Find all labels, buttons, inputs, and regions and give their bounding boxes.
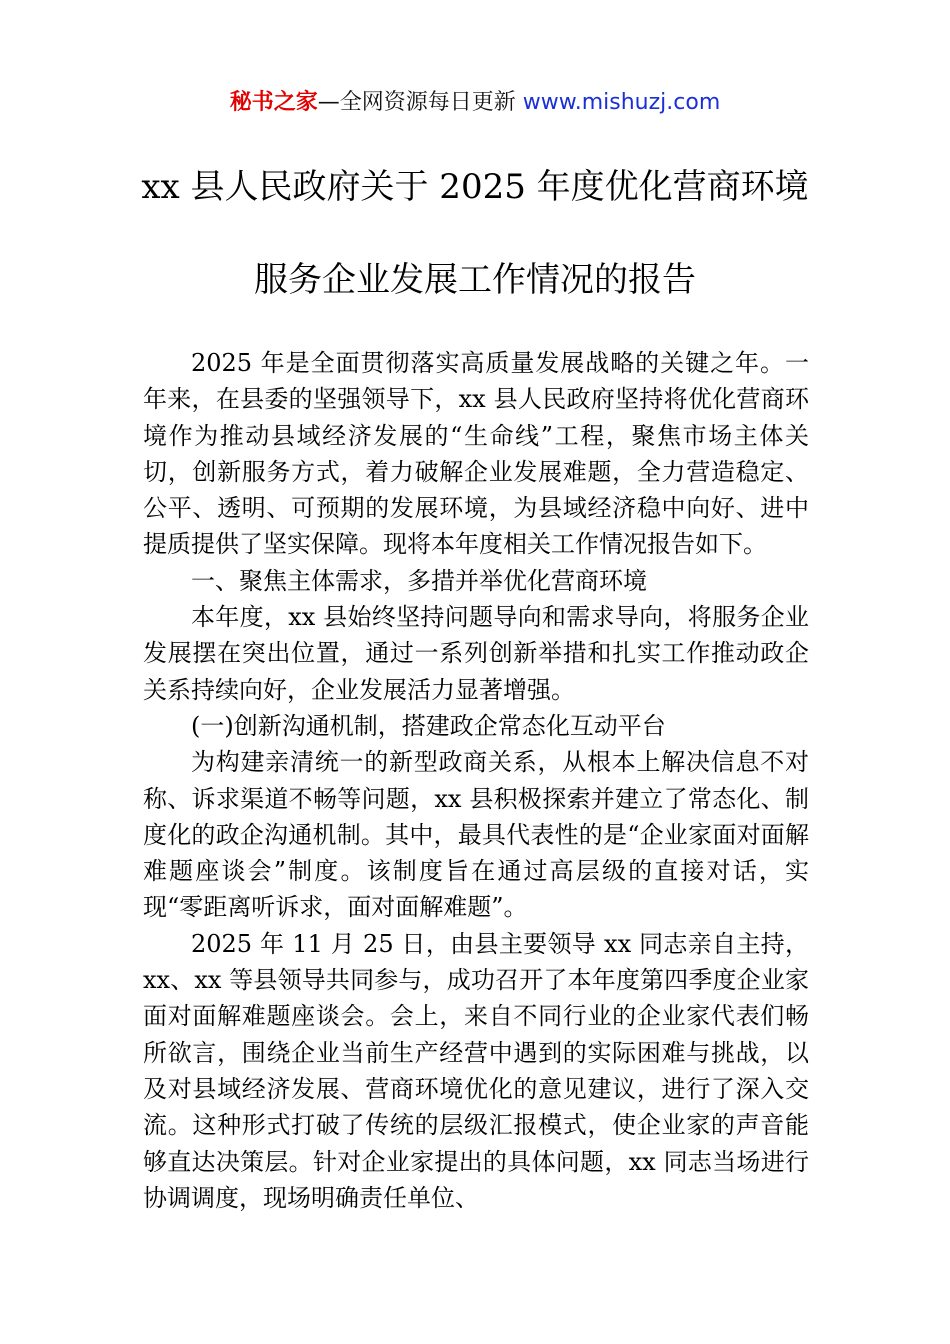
paragraph-intro: 2025 年是全面贯彻落实高质量发展战略的关键之年。一年来，在县委的坚强领导下，xx 县人民政府坚持将优化营商环境作为推动县域经济发展的“生命线”工程，聚焦市场主体关切，创新服务方式，着力破解企业发展难题，全力营造稳定、公平、透明、可预期的发展环境，为县域经济稳中向好、进中提质提供了坚实保障。现将本年度相关工作情况报告如下。: [143, 349, 809, 559]
brand-name: 秘书之家: [229, 90, 318, 115]
site-url-link[interactable]: www.mishuzj.com: [522, 90, 721, 115]
document-title-line-2: 服务企业发展工作情况的报告: [254, 260, 696, 300]
document-title-line-1: xx 县人民政府关于 2025 年度优化营商环境: [141, 167, 809, 207]
section-heading-1: 一、聚焦主体需求，多措并举优化营商环境: [191, 566, 647, 595]
subsection-heading-1: (一)创新沟通机制，搭建政企常态化互动平台: [191, 711, 666, 740]
paragraph-mechanism: 为构建亲清统一的新型政商关系，从根本上解决信息不对称、诉求渠道不畅等问题，xx 县积极探索并建立了常态化、制度化的政企沟通机制。其中，最具代表性的是“企业家面对面解难题座谈会”制度。该制度旨在通过高层级的直接对话，实现“零距离听诉求，面对面解难题”。: [143, 748, 809, 922]
paragraph-section-1: 本年度，xx 县始终坚持问题导向和需求导向，将服务企业发展摆在突出位置，通过一系列创新举措和扎实工作推动政企关系持续向好，企业发展活力显著增强。: [143, 603, 809, 704]
document-body: [143, 345, 809, 1216]
header-slogan: —全网资源每日更新: [317, 90, 516, 115]
paragraph-symposium: 2025 年 11 月 25 日，由县主要领导 xx 同志亲自主持，xx、xx 等县领导共同参与，成功召开了本年度第四季度企业家面对面解难题座谈会。会上，来自不同行业的企业家代表们畅所欲言，围绕企业当前生产经营中遇到的实际困难与挑战，以及对县域经济发展、营商环境优化的意见建议，进行了深入交流。这种形式打破了传统的层级汇报模式，使企业家的声音能够直达决策层。针对企业家提出的具体问题，xx 同志当场进行协调调度，现场明确责任单位、: [143, 929, 809, 1212]
site-header: [0, 86, 950, 120]
